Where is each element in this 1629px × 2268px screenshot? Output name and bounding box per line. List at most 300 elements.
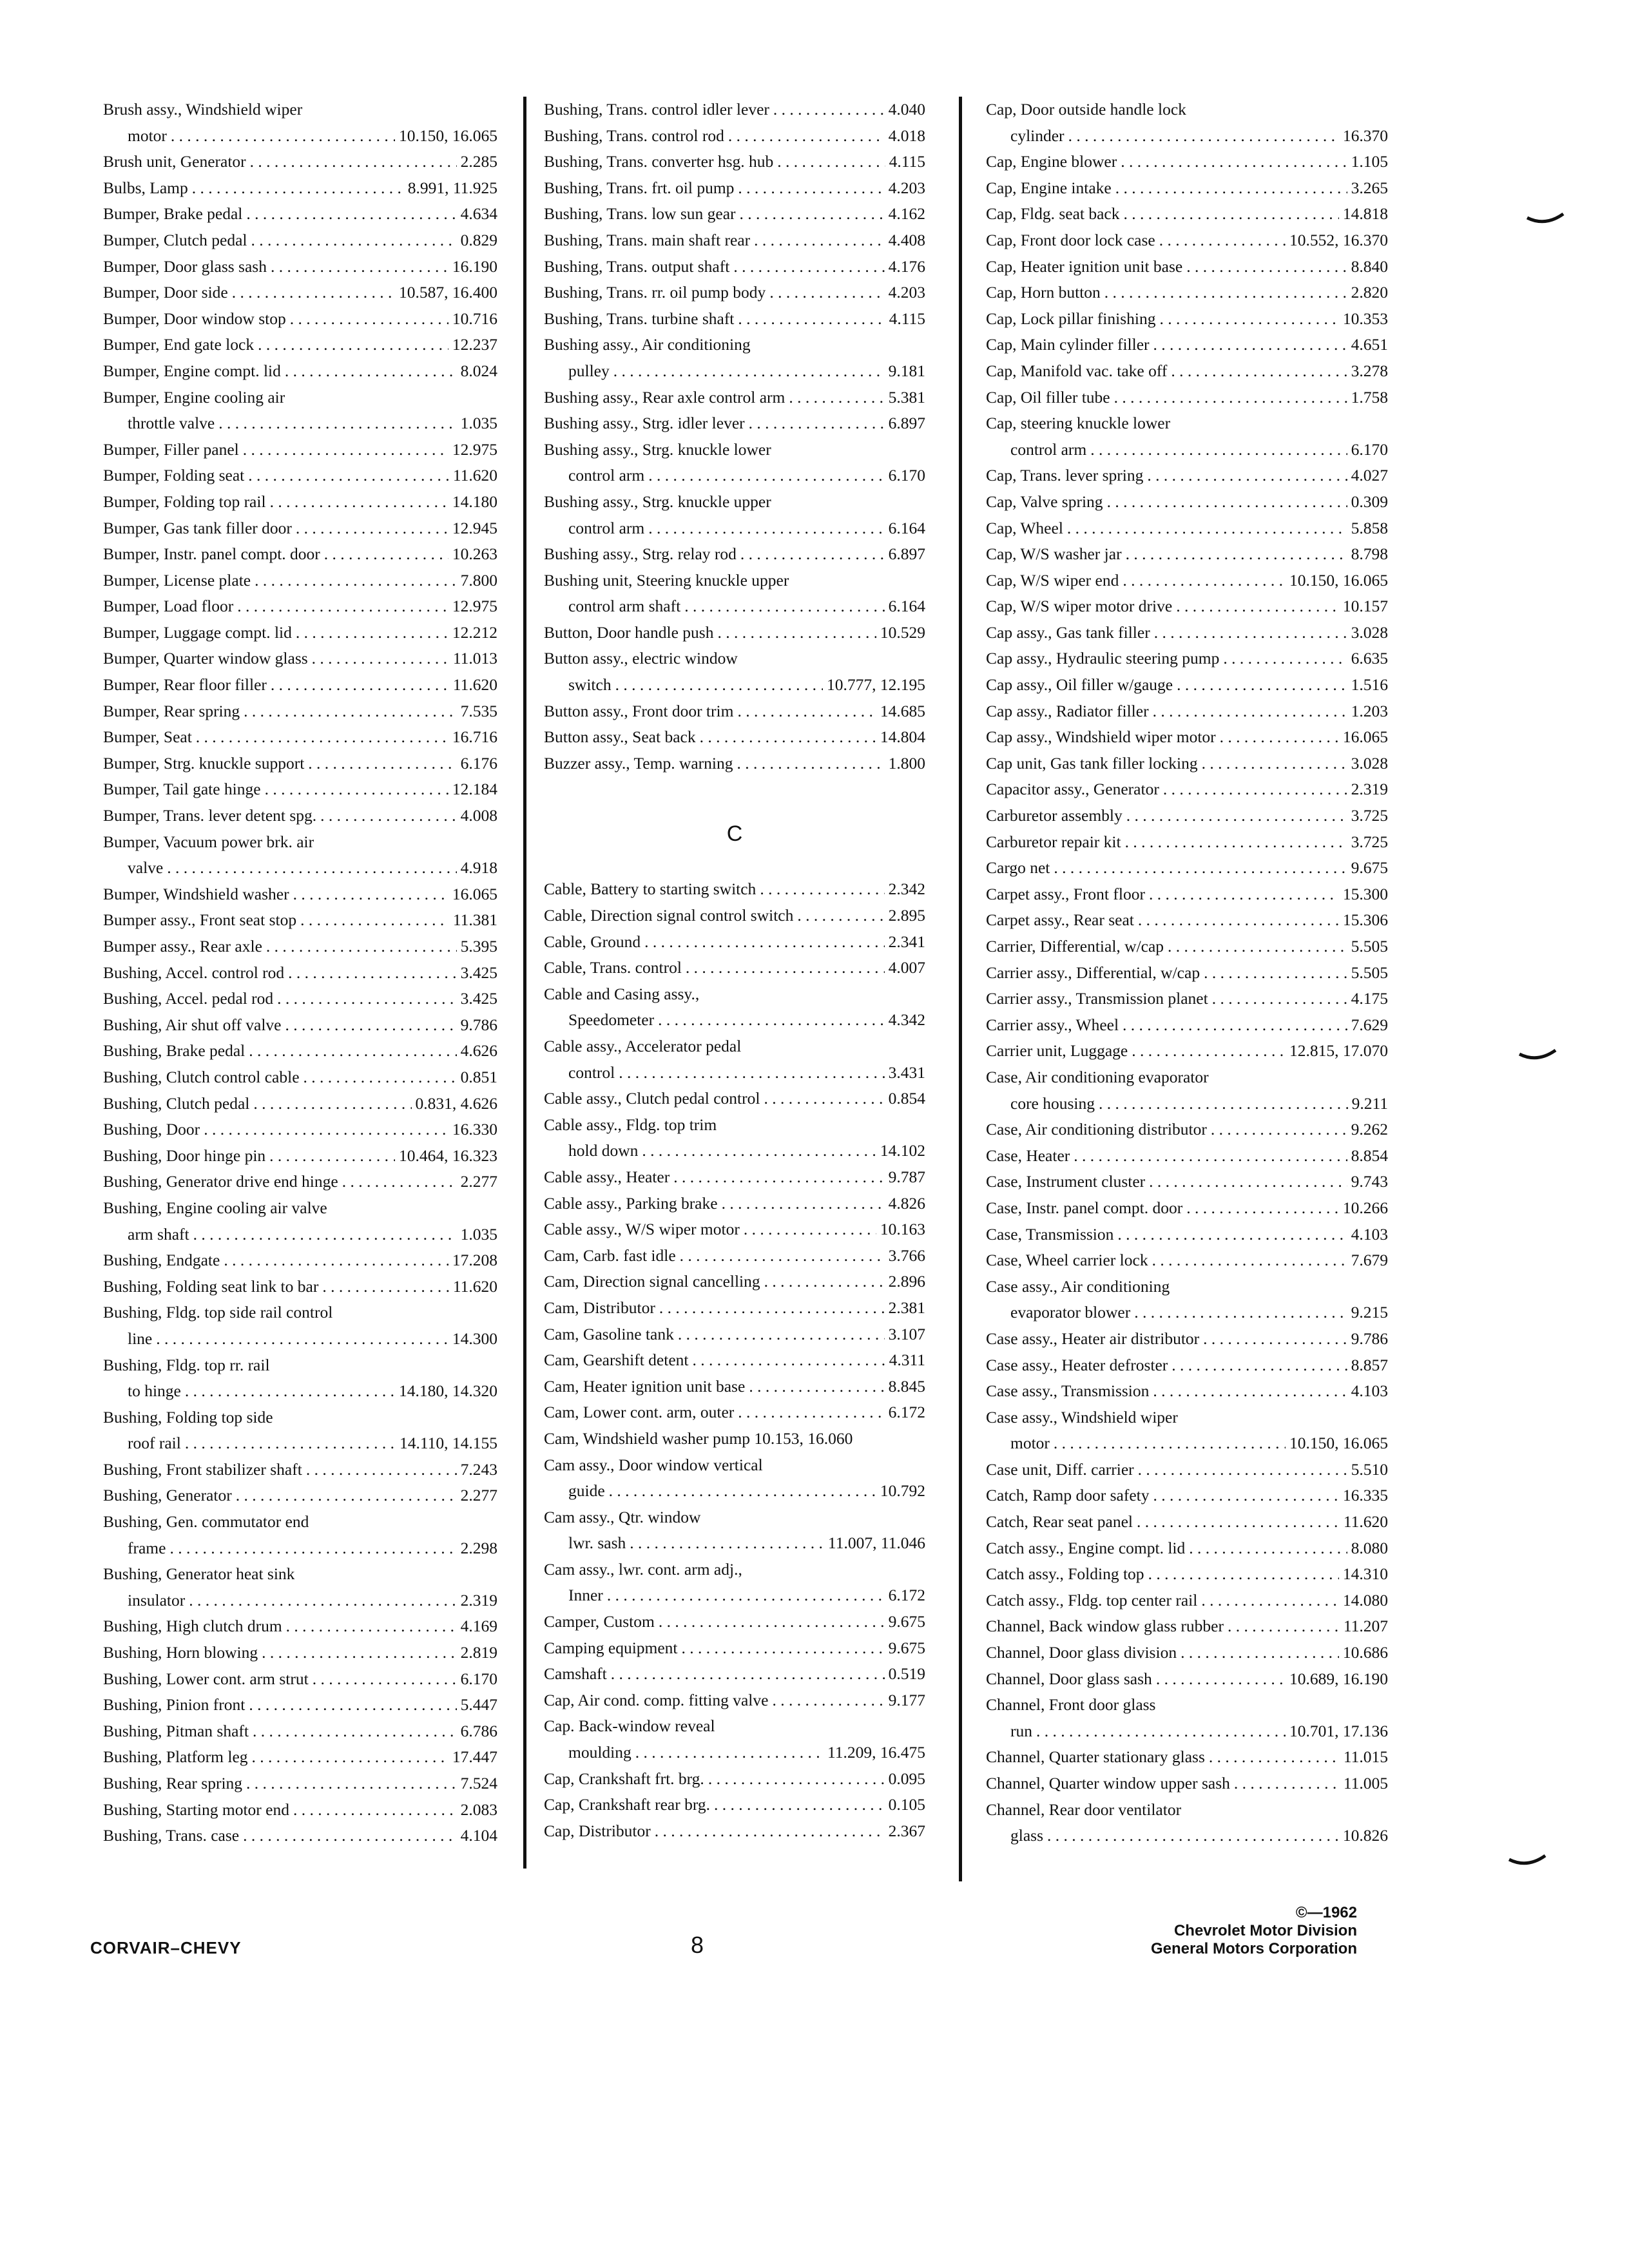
entry-text: Bushing, Gen. commutator end: [103, 1512, 309, 1532]
dot-leader: [1054, 855, 1347, 881]
index-entry: [103, 1117, 497, 1143]
entry-text: Bumper, Door glass sash: [103, 256, 267, 276]
dot-leader: [252, 1744, 448, 1771]
dot-leader: [246, 1771, 457, 1797]
index-entry: [544, 698, 925, 725]
dot-leader: [312, 646, 449, 672]
index-entry: [544, 1661, 925, 1687]
index-entry: [103, 227, 497, 254]
page-reference: 16.335: [1342, 1486, 1388, 1505]
entry-text: control arm shaft: [568, 597, 681, 616]
page-reference: 4.027: [1351, 466, 1388, 485]
dot-leader: [733, 254, 884, 280]
dot-leader: [772, 1687, 884, 1714]
entry-text: Cable assy., Accelerator pedal: [544, 1037, 742, 1055]
page-reference: 10.529: [880, 622, 925, 642]
entry-text: Cam, Distributor: [544, 1298, 655, 1317]
page-reference: 2.319: [460, 1590, 497, 1610]
dot-leader: [1159, 227, 1286, 254]
dot-leader: [722, 1191, 885, 1217]
page-reference: 9.211: [1351, 1093, 1388, 1113]
index-entry: [103, 1352, 497, 1405]
page-reference: 5.505: [1351, 937, 1388, 956]
entry-text: Bushing, Fldg. top rr. rail: [103, 1355, 270, 1374]
entry-text: Cap, Trans. lever spring: [986, 466, 1144, 485]
dot-leader: [740, 541, 885, 568]
index-entry: [103, 1247, 497, 1274]
index-entry: [544, 123, 925, 149]
dot-leader: [635, 1740, 824, 1766]
page-reference: 3.431: [888, 1062, 925, 1082]
index-entry: [986, 489, 1388, 515]
page-reference: 10.792: [880, 1481, 925, 1501]
entry-text: Button assy., electric window: [544, 649, 738, 668]
index-entry: [103, 489, 497, 515]
entry-text: Cap, Engine intake: [986, 178, 1112, 197]
page-reference: 4.162: [888, 204, 925, 224]
entry-text: Bushing, Door hinge pin: [103, 1146, 266, 1165]
page-reference: 2.277: [460, 1172, 497, 1191]
entry-text: Bumper assy., Front seat stop: [103, 910, 297, 930]
index-entry: [103, 1771, 497, 1797]
index-entry: [986, 1666, 1388, 1693]
dot-leader: [246, 201, 456, 227]
dot-leader: [324, 541, 448, 568]
entry-text: Case, Transmission: [986, 1224, 1114, 1244]
entry-text: Bushing, Fldg. top side rail control: [103, 1303, 333, 1322]
index-entry: [544, 1818, 925, 1845]
page-reference: 0.309: [1351, 492, 1388, 511]
dot-leader: [1154, 620, 1347, 646]
dot-leader: [249, 1692, 456, 1718]
dot-leader: [277, 986, 456, 1012]
page-reference: 6.897: [888, 544, 925, 564]
page-reference: 12.184: [452, 780, 497, 799]
entry-text: pulley: [568, 361, 610, 380]
index-entry: [544, 97, 925, 123]
entry-text: arm shaft: [128, 1224, 189, 1244]
index-entry: [544, 1216, 925, 1243]
entry-text: Bushing, Clutch pedal: [103, 1093, 250, 1113]
entry-text: Bumper, Gas tank filler door: [103, 518, 292, 537]
index-entry: [103, 201, 497, 227]
entry-text: Cable assy., Fldg. top trim: [544, 1115, 717, 1134]
entry-text: Cable, Battery to starting switch: [544, 879, 757, 899]
entry-text: Bumper, Vacuum power brk. air: [103, 832, 314, 851]
page-reference: 10.150, 16.065: [399, 126, 497, 145]
dot-leader: [193, 1222, 457, 1248]
page-reference: 14.310: [1342, 1564, 1388, 1584]
entry-text: Case assy., Heater air distributor: [986, 1329, 1200, 1348]
page-reference: 3.425: [460, 989, 497, 1008]
dot-leader: [659, 1295, 885, 1321]
entry-text: throttle valve: [128, 414, 215, 433]
index-entry: [103, 515, 497, 542]
dot-leader: [290, 306, 448, 332]
entry-text: Cap assy., Radiator filler: [986, 701, 1149, 720]
dot-leader: [1153, 1378, 1347, 1405]
index-entry: [103, 1613, 497, 1640]
index-entry: [103, 1509, 497, 1561]
entry-text: Bumper, Tail gate hinge: [103, 780, 261, 799]
page-reference: 3.725: [1351, 806, 1388, 825]
entry-text: Bushing, Horn blowing: [103, 1643, 258, 1662]
index-entry: [103, 698, 497, 725]
index-entry: [103, 1640, 497, 1666]
entry-text: Carrier assy., Differential, w/cap: [986, 963, 1200, 982]
page-reference: 8.854: [1351, 1146, 1388, 1165]
index-entry: [986, 751, 1388, 777]
index-entry: [544, 1269, 925, 1295]
index-entry: [986, 1326, 1388, 1352]
entry-text: Case, Instrument cluster: [986, 1172, 1146, 1191]
dot-leader: [738, 306, 885, 332]
entry-text: Bushing assy., Strg. knuckle upper: [544, 492, 771, 511]
column-divider: [959, 97, 962, 1881]
entry-text: Cam, Gearshift detent: [544, 1350, 689, 1370]
page-reference: 14.804: [880, 727, 925, 747]
dot-leader: [738, 175, 884, 202]
dot-leader: [1126, 541, 1347, 568]
index-entry: [103, 829, 497, 881]
footer-publisher: [1151, 1904, 1357, 1958]
dot-leader: [615, 672, 823, 698]
section-letter-c: C: [726, 822, 743, 847]
page-reference: 10.150, 16.065: [1289, 570, 1388, 590]
dot-leader: [243, 1823, 457, 1849]
entry-text: Bumper, Door window stop: [103, 309, 286, 328]
index-entry: [986, 593, 1388, 620]
dot-leader: [1137, 1509, 1340, 1535]
division: Chevrolet Motor Division: [1173, 1922, 1357, 1939]
entry-text: Cap, Crankshaft frt. brg.: [544, 1769, 704, 1788]
dot-leader: [714, 1792, 885, 1818]
dot-leader: [300, 907, 449, 934]
entry-text: Bushing, Front stabilizer shaft: [103, 1459, 302, 1479]
dot-leader: [648, 515, 884, 542]
entry-text: valve: [128, 858, 164, 878]
entry-text: lwr. sash: [568, 1533, 626, 1553]
index-entry: [986, 620, 1388, 646]
index-entry: [986, 410, 1388, 463]
index-entry: [544, 437, 925, 489]
dot-leader: [1234, 1771, 1340, 1797]
index-entry: [986, 1744, 1388, 1771]
index-entry: [103, 568, 497, 594]
entry-text: hold down: [568, 1141, 639, 1160]
entry-text: Cap, Valve spring: [986, 492, 1103, 511]
index-entry: [986, 1640, 1388, 1666]
dot-leader: [1123, 1012, 1347, 1039]
dot-leader: [248, 463, 449, 489]
dot-leader: [630, 1530, 824, 1557]
index-entry: [544, 751, 925, 777]
page-reference: 14.818: [1342, 204, 1388, 224]
entry-text: Bumper, Windshield washer: [103, 884, 289, 903]
page-reference: 9.177: [888, 1690, 925, 1709]
dot-leader: [619, 1060, 884, 1086]
page-reference: 11.015: [1343, 1747, 1388, 1767]
page-reference: 3.725: [1351, 832, 1388, 851]
index-entry: [544, 903, 925, 929]
dot-leader: [1132, 1038, 1286, 1064]
page-reference: 4.018: [888, 126, 925, 145]
page-reference: 3.265: [1351, 178, 1388, 197]
page-reference: 11.620: [452, 466, 497, 485]
entry-text: Carpet assy., Rear seat: [986, 910, 1134, 930]
index-entry: [544, 1426, 925, 1452]
index-entry: [544, 254, 925, 280]
index-column-2: [544, 97, 925, 1844]
page-reference: 11.620: [452, 1276, 497, 1296]
entry-text: Catch assy., Engine compt. lid: [986, 1538, 1186, 1557]
dot-leader: [286, 1613, 457, 1640]
index-entry: [544, 1347, 925, 1374]
dot-leader: [613, 358, 885, 385]
dot-leader: [1067, 515, 1347, 542]
page-reference: 2.083: [460, 1800, 497, 1819]
page-reference: 4.408: [888, 230, 925, 249]
dot-leader: [1148, 1561, 1339, 1588]
page-reference: 6.170: [888, 466, 925, 485]
index-entry: [986, 1117, 1388, 1143]
entry-text: Cap, Heater ignition unit base: [986, 256, 1183, 276]
entry-text: Camping equipment: [544, 1638, 678, 1657]
dot-leader: [760, 876, 884, 903]
page-reference: 11.209, 16.475: [827, 1743, 925, 1762]
corporation: General Motors Corporation: [1150, 1940, 1357, 1957]
entry-text: Carpet assy., Front floor: [986, 884, 1145, 903]
entry-text: Bushing, Generator: [103, 1486, 232, 1505]
index-entry: [544, 332, 925, 384]
index-entry: [986, 227, 1388, 254]
index-entry: [103, 1300, 497, 1352]
dot-leader: [717, 620, 876, 646]
entry-text: Cable, Ground: [544, 932, 641, 951]
page-reference: 16.330: [452, 1120, 497, 1139]
dot-leader: [185, 1430, 396, 1457]
entry-text: Cam assy., Qtr. window: [544, 1507, 701, 1526]
dot-leader: [1212, 986, 1347, 1012]
index-entry: [103, 1195, 497, 1247]
index-entry: [544, 1112, 925, 1164]
page-reference: 1.758: [1351, 387, 1388, 407]
page-reference: 9.181: [888, 361, 925, 380]
index-column-3: [986, 97, 1388, 1849]
page-reference: 14.080: [1342, 1590, 1388, 1610]
index-entry: [544, 620, 925, 646]
index-entry: [986, 515, 1388, 542]
dot-leader: [1186, 254, 1347, 280]
page-reference: 1.203: [1351, 701, 1388, 720]
entry-text: Bumper, Door side: [103, 283, 228, 302]
entry-text: Bushing, Generator drive end hinge: [103, 1172, 338, 1191]
dot-leader: [1186, 1195, 1339, 1222]
page-reference: 10.686: [1342, 1643, 1388, 1662]
page-reference: 2.381: [888, 1298, 925, 1317]
entry-text: Cam assy., lwr. cont. arm adj.,: [544, 1559, 742, 1579]
entry-text: Catch, Rear seat panel: [986, 1512, 1133, 1532]
index-entry: [103, 358, 497, 385]
index-entry: [986, 1613, 1388, 1640]
entry-text: Bumper assy., Rear axle: [103, 937, 262, 956]
dot-leader: [271, 672, 449, 698]
index-entry: [986, 1405, 1388, 1457]
dot-leader: [1202, 751, 1347, 777]
dot-leader: [1171, 1352, 1347, 1379]
index-entry: [103, 803, 497, 829]
index-entry: [986, 1483, 1388, 1509]
page-reference: 6.164: [888, 518, 925, 537]
page-reference: 4.115: [889, 309, 925, 328]
index-entry: [103, 960, 497, 986]
page-reference: 0.831, 4.626: [415, 1093, 497, 1113]
entry-text: Bushing, Trans. control rod: [544, 126, 724, 145]
dot-leader: [171, 123, 395, 149]
entry-text: Cable assy., Clutch pedal control: [544, 1089, 760, 1108]
entry-text: Bushing, Accel. control rod: [103, 963, 285, 982]
dot-leader: [243, 437, 448, 463]
page-reference: 4.342: [888, 1010, 925, 1030]
entry-text: core housing: [1010, 1093, 1095, 1113]
index-entry: [544, 1557, 925, 1609]
dot-leader: [1121, 149, 1347, 175]
page-reference: 2.367: [888, 1821, 925, 1840]
index-entry: [103, 1561, 497, 1613]
page-reference: 2.896: [888, 1272, 925, 1291]
entry-text: Cap, Door outside handle lock: [986, 100, 1186, 119]
entry-text: Case, Wheel carrier lock: [986, 1251, 1148, 1270]
entry-text: Cam, Heater ignition unit base: [544, 1376, 746, 1396]
entry-text: Bushing, Rear spring: [103, 1774, 243, 1792]
dot-leader: [167, 855, 456, 881]
entry-text: Channel, Quarter window upper sash: [986, 1774, 1230, 1792]
page-reference: 4.169: [460, 1617, 497, 1636]
page-reference: 9.743: [1351, 1172, 1388, 1191]
dot-leader: [737, 698, 876, 725]
page-reference: 10.716: [452, 309, 497, 328]
page-reference: 14.685: [880, 701, 925, 720]
entry-text: Carrier, Differential, w/cap: [986, 937, 1164, 956]
entry-text: Case, Heater: [986, 1146, 1070, 1165]
dot-leader: [218, 410, 456, 437]
index-entry: [986, 803, 1388, 829]
entry-text: Catch, Ramp door safety: [986, 1486, 1150, 1505]
entry-text: Button assy., Front door trim: [544, 701, 734, 720]
page-reference: 3.028: [1351, 753, 1388, 773]
dot-leader: [764, 1086, 884, 1112]
dot-leader: [269, 1143, 395, 1169]
dot-leader: [1203, 1326, 1347, 1352]
dot-leader: [1153, 698, 1347, 725]
page-reference: 6.635: [1351, 649, 1388, 668]
index-entry: [544, 149, 925, 175]
page-reference: 7.535: [460, 701, 497, 720]
page-reference: 16.716: [452, 727, 497, 747]
dot-leader: [306, 1457, 457, 1483]
entry-text: Carrier assy., Transmission planet: [986, 989, 1208, 1008]
entry-text: Cap, Front door lock case: [986, 230, 1155, 249]
dot-leader: [607, 1582, 885, 1609]
index-entry: [986, 463, 1388, 489]
dot-leader: [680, 1243, 885, 1269]
entry-text: Button, Door handle push: [544, 622, 714, 642]
page-reference: 14.110, 14.155: [399, 1434, 497, 1453]
index-entry: [103, 1823, 497, 1849]
index-entry: [544, 1504, 925, 1557]
page-reference: 11.620: [1343, 1512, 1388, 1532]
index-entry: [986, 934, 1388, 960]
dot-leader: [1047, 1823, 1339, 1849]
page-reference: 4.634: [460, 204, 497, 224]
entry-text: Bumper, Folding top rail: [103, 492, 266, 511]
index-entry: [986, 1457, 1388, 1483]
page-reference: 4.115: [889, 152, 925, 171]
page-reference: 16.065: [1342, 727, 1388, 747]
entry-text: Bushing, Generator heat sink: [103, 1564, 295, 1584]
dot-leader: [1153, 332, 1347, 358]
page-reference: 11.381: [452, 910, 497, 930]
index-entry: [986, 1561, 1388, 1588]
page-reference: 4.203: [888, 178, 925, 197]
page-reference: 15.306: [1342, 910, 1388, 930]
page-reference: 10.826: [1342, 1826, 1388, 1845]
dot-leader: [1114, 385, 1347, 411]
copyright: ©—1962: [1295, 1904, 1357, 1921]
entry-text: Speedometer: [568, 1010, 655, 1030]
dot-leader: [185, 1378, 395, 1405]
dot-leader: [253, 1718, 457, 1745]
entry-text: switch: [568, 675, 612, 695]
page-reference: 9.787: [888, 1167, 925, 1186]
entry-text: Cable, Trans. control: [544, 958, 682, 977]
dot-leader: [1181, 1640, 1339, 1666]
index-entry: [103, 1744, 497, 1771]
entry-text: Cap assy., Gas tank filler: [986, 622, 1150, 642]
index-entry: [103, 1274, 497, 1300]
index-entry: [986, 698, 1388, 725]
index-entry: [986, 907, 1388, 934]
index-entry: [544, 385, 925, 411]
dot-leader: [754, 227, 884, 254]
dot-leader: [1107, 489, 1347, 515]
page-reference: 6.897: [888, 414, 925, 433]
index-entry: [986, 1012, 1388, 1039]
index-entry: [103, 724, 497, 751]
page-reference: 8.080: [1351, 1538, 1388, 1557]
dot-leader: [673, 1164, 884, 1191]
dot-leader: [1104, 280, 1347, 306]
page-reference: 11.005: [1343, 1774, 1388, 1792]
entry-text: Case, Air conditioning distributor: [986, 1120, 1207, 1139]
index-entry: [103, 1457, 497, 1483]
entry-text: Bushing, Pitman shaft: [103, 1721, 249, 1740]
entry-text: Bumper, Folding seat: [103, 466, 245, 485]
dot-leader: [769, 280, 884, 306]
page-reference: 1.800: [888, 753, 925, 773]
page-reference: 15.300: [1342, 884, 1388, 903]
index-entry: [103, 907, 497, 934]
page-reference: 4.007: [888, 958, 925, 977]
page-reference: 10.150, 16.065: [1289, 1434, 1388, 1453]
dot-leader: [285, 358, 457, 385]
index-entry: [544, 280, 925, 306]
entry-text: Bushing, High clutch drum: [103, 1617, 282, 1636]
dot-leader: [1134, 1300, 1347, 1326]
entry-text: Bushing, Trans. case: [103, 1826, 240, 1845]
index-entry: [103, 437, 497, 463]
page-reference: 11.013: [452, 649, 497, 668]
